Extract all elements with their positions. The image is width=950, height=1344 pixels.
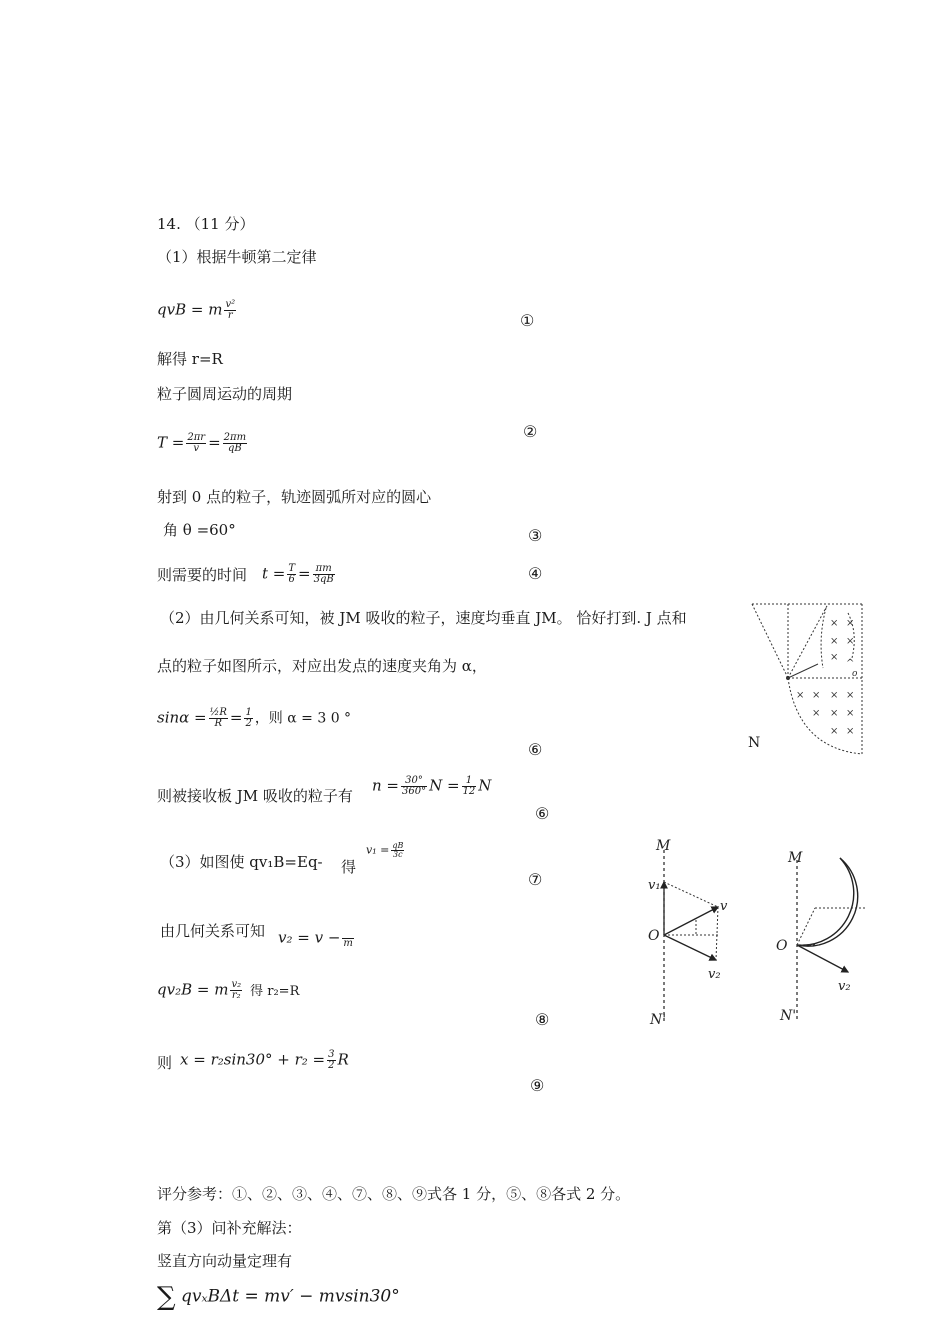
eq8 bbox=[278, 928, 356, 949]
svg-text:×: × bbox=[830, 690, 839, 701]
then-label: 则 bbox=[157, 1054, 173, 1072]
eq8-frac bbox=[342, 928, 353, 949]
eq7 bbox=[366, 842, 406, 859]
q-num: 14. bbox=[157, 215, 181, 233]
eq10 bbox=[180, 1050, 349, 1071]
eq10-R: R bbox=[337, 1050, 349, 1069]
eq4-den1: 6 bbox=[288, 574, 295, 585]
eq6-den1: 360° bbox=[402, 786, 427, 797]
part2-line2: 点的粒子如图所示，对应出发点的速度夹角为 α， bbox=[157, 657, 487, 675]
mark-9: ⑨ bbox=[530, 1076, 545, 1095]
eq5-frac2 bbox=[244, 708, 252, 729]
eq9-res: 得 r₂=R bbox=[250, 983, 300, 999]
svg-text:×: × bbox=[846, 636, 855, 647]
mark-4: ④ bbox=[528, 564, 543, 583]
eq5 bbox=[157, 708, 351, 729]
eq5-den2: 2 bbox=[245, 718, 252, 729]
mark-7: ⑦ bbox=[528, 870, 543, 889]
eq-body: qvₓBΔt = mv′ − mvsin30° bbox=[180, 1286, 400, 1307]
eq6-end: N bbox=[478, 776, 492, 795]
eq8-v2: v₂ = v − bbox=[278, 928, 341, 947]
eq5-num2: 1 bbox=[245, 707, 252, 718]
eq9-num: v₂ bbox=[231, 979, 242, 990]
geo-text: 由几何关系可知 bbox=[160, 922, 266, 940]
svg-text:×: × bbox=[796, 690, 805, 701]
angle-text: 角 θ =60° bbox=[163, 521, 236, 539]
q-points: （11 分） bbox=[185, 215, 255, 233]
fig2-N: N' bbox=[780, 1008, 797, 1024]
eq5-num1: ½R bbox=[209, 707, 227, 718]
eq2-num1: 2πr bbox=[187, 432, 206, 443]
svg-text:×: × bbox=[846, 726, 855, 737]
period-text: 粒子圆周运动的周期 bbox=[157, 385, 293, 403]
fig2-O: O bbox=[776, 938, 788, 954]
eq2-eq: = bbox=[208, 433, 221, 452]
part3-de: 得 bbox=[341, 858, 357, 876]
svg-text:o: o bbox=[852, 669, 858, 679]
trajectory-diagram-2 bbox=[770, 842, 880, 1032]
eq10-frac bbox=[327, 1050, 335, 1071]
eq2-frac1 bbox=[186, 433, 206, 454]
svg-text:×: × bbox=[812, 708, 821, 719]
eq5-eq: = bbox=[229, 708, 243, 727]
eq10-body: x = r₂sin30° + r₂ = bbox=[180, 1050, 326, 1069]
supplement-title: 第（3）问补充解法： bbox=[157, 1219, 302, 1237]
svg-text:^: ^ bbox=[846, 658, 855, 669]
eq5-lhs: sinα = bbox=[157, 708, 207, 727]
svg-text:×: × bbox=[830, 618, 839, 629]
eq4-t: t = bbox=[262, 564, 286, 583]
velocity-diagram-1 bbox=[636, 832, 746, 1032]
eq6-den2: 12 bbox=[462, 786, 476, 797]
arc-text: 射到 0 点的粒子，轨迹圆弧所对应的圆心 bbox=[157, 488, 432, 506]
fig2-M: M bbox=[788, 850, 803, 866]
part1-intro: （1）根据牛顿第二定律 bbox=[157, 248, 317, 266]
eq7-frac bbox=[391, 842, 404, 859]
eq6-num2: 1 bbox=[462, 776, 477, 787]
mark-6: ⑥ bbox=[535, 804, 550, 823]
eq4-den2: 3qB bbox=[313, 574, 334, 585]
eq9-den: r₂ bbox=[231, 990, 241, 1001]
eq4 bbox=[262, 564, 337, 585]
part2-line1: （2）由几何关系可知，被 JM 吸收的粒子，速度均垂直 JM。 恰好打到. J 点和 bbox=[160, 609, 687, 627]
eq2-T: T = bbox=[157, 433, 185, 452]
eq2-num2: 2πm bbox=[223, 432, 247, 443]
svg-text:×: × bbox=[846, 708, 855, 719]
svg-text:×: × bbox=[846, 618, 855, 629]
fig1-M: M bbox=[656, 838, 671, 854]
eq2-frac2 bbox=[223, 433, 247, 454]
fig1-v2: v₂ bbox=[708, 967, 721, 982]
fig1-v: v bbox=[720, 899, 728, 914]
svg-text:×: × bbox=[846, 690, 855, 701]
eq8-den: m bbox=[343, 938, 353, 949]
mark-8: ⑧ bbox=[535, 1010, 550, 1029]
eq7-den: 3c bbox=[393, 850, 403, 859]
part3-line1: （3）如图使 qv₁B=Eq- bbox=[160, 853, 323, 871]
eq6-num1: 30° bbox=[401, 776, 427, 787]
eq5-frac1 bbox=[209, 708, 228, 729]
eq9-frac bbox=[230, 980, 242, 1001]
svg-text:×: × bbox=[830, 726, 839, 737]
solve-r: 解得 r=R bbox=[157, 350, 223, 368]
eq6-n: n = bbox=[372, 776, 399, 795]
eq9 bbox=[157, 980, 299, 1001]
absorb-text: 则被接收板 JM 吸收的粒子有 bbox=[157, 787, 353, 805]
mark-5: ⑥ bbox=[528, 740, 543, 759]
eq2-den1: v bbox=[193, 443, 200, 454]
fig1-N: N' bbox=[650, 1012, 667, 1028]
fig1-v1: v₁ bbox=[648, 878, 661, 893]
eq7-num: qB bbox=[392, 841, 404, 850]
eq4-num2: πm bbox=[313, 564, 335, 575]
eq4-frac2 bbox=[313, 564, 335, 585]
eq4-frac1 bbox=[287, 564, 296, 585]
momentum-text: 竖直方向动量定理有 bbox=[157, 1252, 293, 1270]
mark-1: ① bbox=[520, 311, 535, 330]
eq1-lhs: qvB = m bbox=[157, 300, 223, 319]
scoring-text: 评分参考：①、②、③、④、⑦、⑧、⑨式各 1 分，⑤、⑧各式 2 分。 bbox=[157, 1185, 631, 1203]
eq9-lhs: qv₂B = m bbox=[157, 980, 229, 999]
mark-2: ② bbox=[523, 422, 538, 441]
eq1-num: v² bbox=[225, 299, 236, 310]
eq1 bbox=[157, 300, 238, 321]
eq1-frac bbox=[224, 300, 236, 321]
eq6 bbox=[372, 776, 491, 797]
fig-label-N: N bbox=[748, 735, 761, 751]
eq5-den1: R bbox=[214, 718, 222, 729]
eq6-N: N = bbox=[429, 776, 460, 795]
time-text: 则需要的时间 bbox=[157, 566, 248, 584]
eq5-then: ，则 α = 3 0 ° bbox=[254, 710, 352, 727]
eq1-den: r bbox=[227, 310, 233, 321]
eq6-frac1 bbox=[401, 776, 427, 797]
mark-3: ③ bbox=[528, 526, 543, 545]
eq-momentum bbox=[157, 1284, 400, 1310]
svg-text:×: × bbox=[830, 636, 839, 647]
eq7-v1: v₁ = bbox=[366, 843, 390, 857]
eq2-den2: qB bbox=[227, 443, 242, 454]
question-number bbox=[157, 217, 255, 232]
fig2-v2: v₂ bbox=[838, 979, 851, 994]
eq2 bbox=[157, 433, 249, 454]
eq10-den: 2 bbox=[328, 1060, 335, 1071]
magnetic-field-figure bbox=[748, 598, 868, 758]
eq10-num: 3 bbox=[328, 1049, 335, 1060]
eq6-frac2 bbox=[462, 776, 477, 797]
eq4-num1: T bbox=[288, 563, 296, 574]
svg-text:×: × bbox=[830, 652, 839, 663]
svg-text:×: × bbox=[830, 708, 839, 719]
eq-sum: ∑ bbox=[157, 1282, 176, 1312]
fig1-O: O bbox=[648, 928, 660, 944]
svg-text:×: × bbox=[812, 690, 821, 701]
eq4-eq: = bbox=[298, 564, 311, 583]
